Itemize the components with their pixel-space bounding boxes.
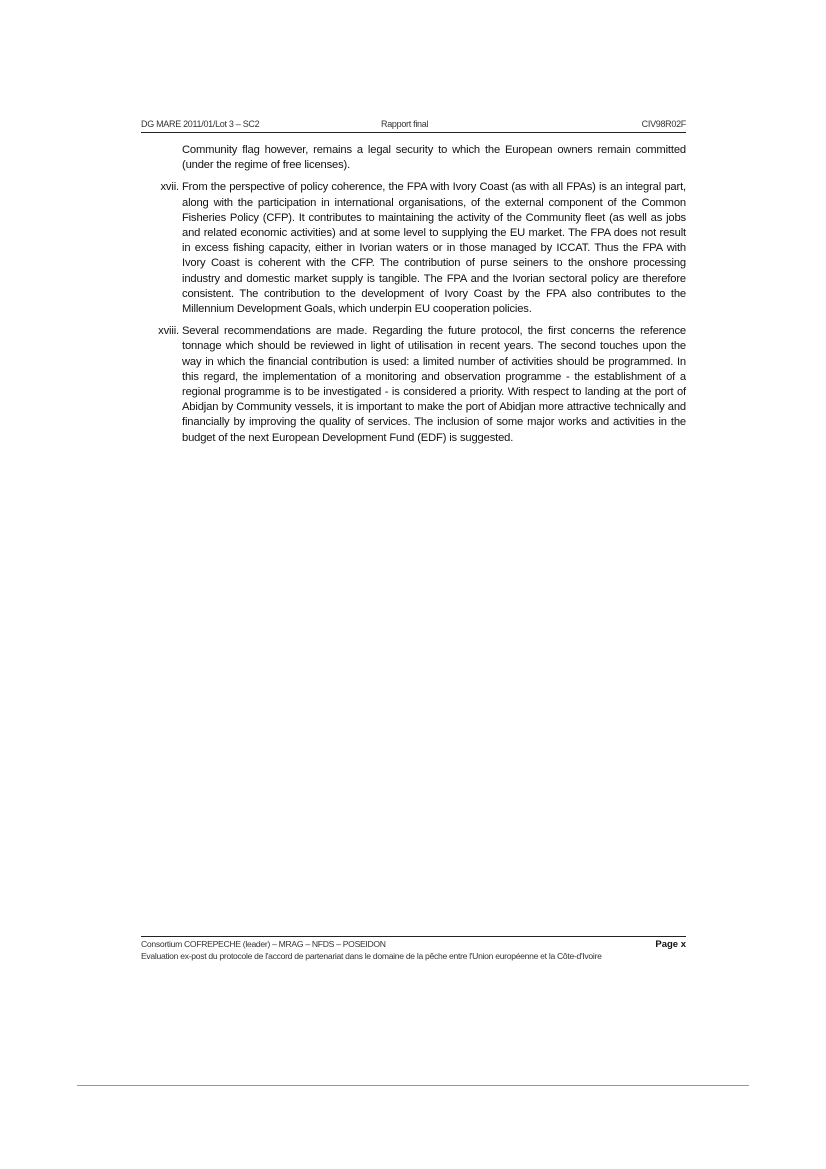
header-document-code: CIV98R02F xyxy=(641,119,686,129)
footer-document-title: Evaluation ex-post du protocole de l'accord de partenariat dans le domaine de la pêche entre l'Union européenne et la Côte-d'Ivoire xyxy=(141,951,602,961)
header-report-type: Rapport final xyxy=(381,119,429,129)
paragraph-continuation xyxy=(141,143,686,173)
document-body xyxy=(141,143,686,453)
footer-page-number: Page x xyxy=(655,939,686,950)
footer-consortium: Consortium COFREPECHE (leader) – MRAG – NFDS – POSEIDON xyxy=(141,939,386,949)
page-header xyxy=(141,118,686,133)
page-bottom-divider xyxy=(77,1085,749,1086)
page-footer xyxy=(141,936,686,961)
paragraph-text: From the perspective of policy coherence, the FPA with Ivory Coast (as with all FPAs) is an integral part, along with the participation in international organisations, of the external component of the Common Fisheries Policy (CFP). It contributes to maintaining the activity of the Community fleet (as well as jobs and related economic activities) and at some level to supplying the EU market. The FPA does not result in excess fishing capacity, either in Ivorian waters or in those managed by ICCAT. Thus the FPA with Ivory Coast is coherent with the CFP. The contribution of purse seiners to the onshore processing industry and domestic market supply is tangible. The FPA and the Ivorian sectoral policy are therefore consistent. The contribution to the development of Ivory Coast by the FPA also contributes to the Millennium Development Goals, which underpin EU cooperation policies. xyxy=(182,181,686,316)
footer-top-line xyxy=(141,939,686,951)
paragraph-xviii xyxy=(141,324,686,446)
paragraph-text: Community flag however, remains a legal security to which the European owners remain committed (under the regime of free licenses). xyxy=(182,144,686,172)
paragraph-text: Several recommendations are made. Regarding the future protocol, the first concerns the reference tonnage which should be reviewed in light of utilisation in recent years. The second touches upon the way in which the financial contribution is used: a limited number of activities should be programmed. In this regard, the implementation of a monitoring and observation programme - the establishment of a regional programme is to be investigated - is considered a priority. With respect to landing at the port of Abidjan by Community vessels, it is important to make the port of Abidjan more attractive technically and financially by improving the quality of services. The inclusion of some major works and activities in the budget of the next European Development Fund (EDF) is suggested. xyxy=(182,325,686,444)
header-project-ref: DG MARE 2011/01/Lot 3 – SC2 xyxy=(141,119,260,129)
paragraph-number: xviii. xyxy=(158,325,179,338)
paragraph-xvii xyxy=(141,180,686,317)
paragraph-number: xvii. xyxy=(160,181,179,194)
